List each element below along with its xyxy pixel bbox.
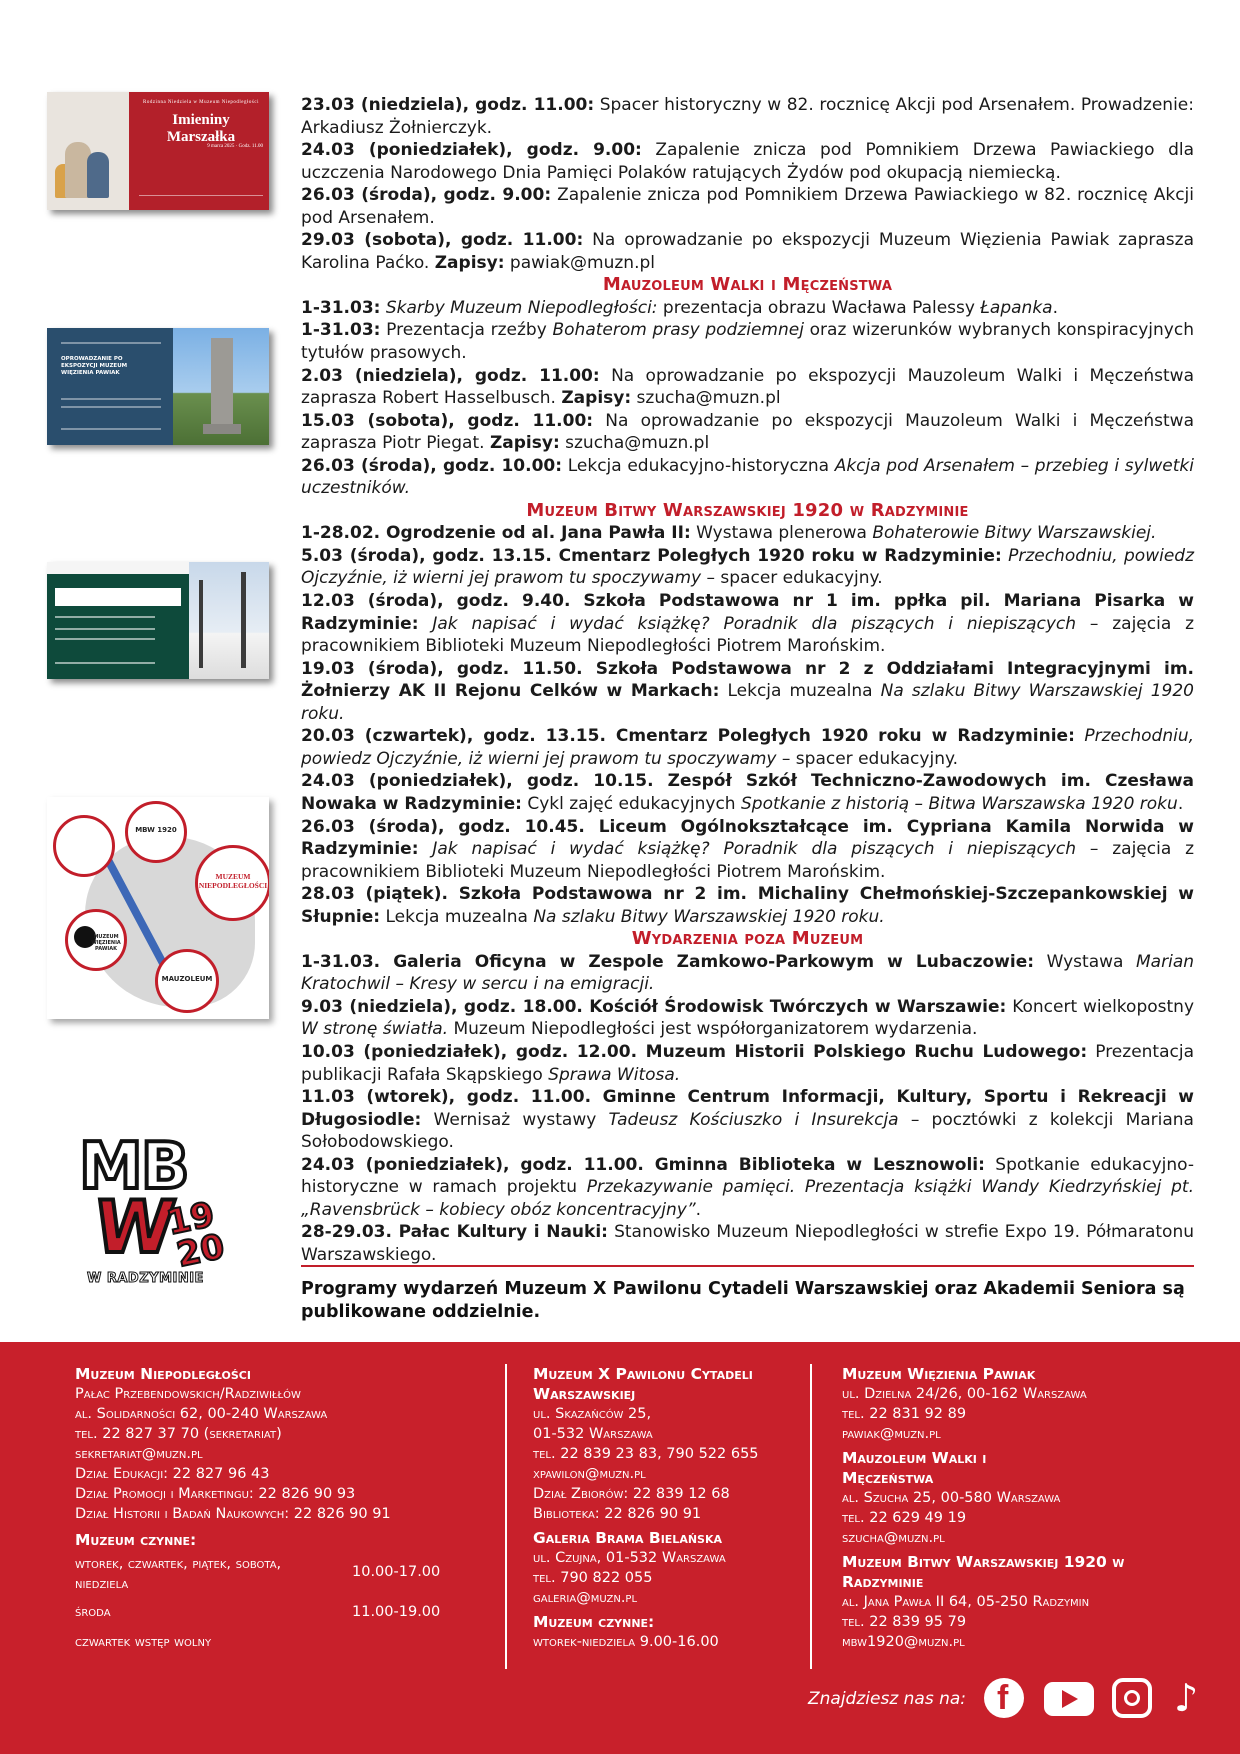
- thumbnail-text-line: [55, 616, 155, 618]
- thumbnail-kicker: Rodzinna Niedziela w Muzeum Niepodległości: [143, 100, 259, 105]
- event-item: 26.03 (środa), godz. 10.00: Lekcja edukacyjno-historyczna Akcja pod Arsenałem – przebieg i sylwetki uczestników.: [301, 455, 1194, 499]
- hours-days: wtorek, czwartek, piątek, sobota, niedziela: [75, 1556, 282, 1592]
- thumbnail-header: [47, 562, 189, 574]
- event-item: 24.03 (poniedziałek), godz. 9.00: Zapalenie znicza pod Pomnikiem Drzewa Pawiackiego dla uczczenia Narodowego Dnia Pamięci Polaków ratujących Żydów pod okupacją niemiecką.: [301, 140, 1195, 183]
- contact-line: 01-532 Warszawa: [533, 1426, 653, 1442]
- social-label: Znajdziesz nas na:: [808, 1689, 967, 1709]
- email-link[interactable]: mbw1920@muzn.pl: [842, 1634, 965, 1650]
- thumbnail-quote-band: [55, 588, 181, 606]
- contact-title: Galeria Brama Bielańska: [533, 1529, 722, 1547]
- opening-hours: [75, 1554, 495, 1652]
- event-item: 1-28.02. Ogrodzenie od al. Jana Pawła II: Wystawa plenerowa Bohaterowie Bitwy Warszawskiej.: [301, 523, 1157, 544]
- facebook-icon[interactable]: f: [984, 1678, 1024, 1718]
- thumbnail-title: OPROWADZANIE PO EKSPOZYCJI MUZEUM WIĘZIENIA PAWIAK: [61, 356, 128, 376]
- contact-branches: [842, 1364, 1182, 1652]
- contact-title: Mauzoleum Walki i Męczeństwa: [842, 1449, 987, 1487]
- thumbnail-logo-line: [61, 342, 161, 344]
- contact-footer: [0, 1342, 1240, 1754]
- contact-line: tel. 22 827 37 70 (sekretariat): [75, 1426, 282, 1442]
- email-link[interactable]: sekretariat@muzn.pl: [75, 1446, 203, 1462]
- contact-line: tel. 22 839 23 83, 790 522 655: [533, 1446, 759, 1462]
- event-item: 20.03 (czwartek), godz. 13.15. Cmentarz Poległych 1920 roku w Radzyminie: Przechodniu, powiedz Ojczyźnie, iż wierni jej prawom tu spoczywamy – spacer edukacyjny.: [301, 726, 1194, 769]
- event-item: 5.03 (środa), godz. 13.15. Cmentarz Poległych 1920 roku w Radzyminie: Przechodniu, powiedz Ojczyźnie, iż wierni jej prawom tu spoczywamy – spacer edukacyjny.: [301, 545, 1194, 589]
- map-marker-x-pawilon: [53, 815, 115, 877]
- hours-time: 10.00-17.00: [352, 1564, 441, 1580]
- cemetery-photo: [189, 562, 269, 679]
- contact-title: Muzeum X Pawilonu Cytadeli Warszawskiej: [533, 1365, 753, 1403]
- event-item: 15.03 (sobota), godz. 11.00: Na oprowadzanie po ekspozycji Mauzoleum Walki i Męczeństwa zaprasza Piotr Piegat. Zapisy: szucha@muzn.pl: [301, 410, 1194, 454]
- event-item: 9.03 (niedziela), godz. 18.00. Kościół Środowisk Twórczych w Warszawie: Koncert wielkopostny W stronę światła. Muzeum Niepodległości jest współorganizatorem wydarzenia.: [301, 996, 1194, 1040]
- event-item: 24.03 (poniedziałek), godz. 10.15. Zespół Szkół Techniczno-Zawodowych im. Czesława Nowaka w Radzyminie: Cykl zajęć edukacyjnych Spotkanie z historią – Bitwa Warszawska 1920 roku.: [301, 771, 1194, 814]
- thumbnail-text-line: [61, 406, 161, 408]
- email-link[interactable]: szucha@muzn.pl: [842, 1530, 945, 1546]
- email-link[interactable]: pawiak@muzn.pl: [504, 252, 655, 273]
- contact-line: tel. 790 822 055: [533, 1570, 653, 1586]
- contact-line: tel. 22 831 92 89: [842, 1406, 967, 1422]
- thumbnail-oprowadzanie-pawiak: [47, 328, 269, 445]
- map-marker-pawiak: MUZEUM WIĘZIENIA PAWIAK: [65, 909, 127, 971]
- map-marker-mauzoleum: MAUZOLEUM: [155, 949, 219, 1013]
- thumbnail-footer-logos: [139, 195, 263, 204]
- contact-line: Dział Historii i Badań Naukowych: 22 826 90 91: [75, 1506, 391, 1522]
- contact-line: tel. 22 629 49 19: [842, 1510, 967, 1526]
- contact-title: Muzeum Niepodległości: [75, 1365, 251, 1383]
- event-item: 1-31.03: Skarby Muzeum Niepodległości: prezentacja obrazu Wacława Palessy Łapanka.: [301, 297, 1058, 318]
- section-title-poza-muzeum: Wydarzenia poza Muzeum: [631, 928, 864, 950]
- email-link[interactable]: xpawilon@muzn.pl: [533, 1466, 646, 1482]
- tiktok-icon[interactable]: ♪: [1174, 1676, 1199, 1720]
- thumbnail-imieniny-marszalka: [47, 92, 269, 210]
- hours-days: środa: [75, 1604, 111, 1620]
- hours-time: 11.00-19.00: [352, 1604, 441, 1620]
- contact-title: Muzeum Więzienia Pawiak: [842, 1365, 1036, 1383]
- events-list: [301, 94, 1194, 1266]
- contact-x-pawilon: [533, 1364, 793, 1652]
- event-item: 11.03 (wtorek), godz. 11.00. Gminne Centrum Informacji, Kultury, Sportu i Rekreacji w Długosiodle: Wernisaż wystawy Tadeusz Kościuszko i Insurekcja – pocztówki z kolekcji Mariana Sołobodowskiego.: [301, 1087, 1194, 1153]
- social-links: [808, 1672, 1208, 1724]
- opening-hours-title: Muzeum czynne:: [75, 1531, 197, 1549]
- contact-line: Dział Promocji i Marketingu: 22 826 90 93: [75, 1486, 356, 1502]
- event-item: 28-29.03. Pałac Kultury i Nauki: Stanowisko Muzeum Niepodległości w strefie Expo 19. Półmaratonu Warszawskiego.: [301, 1222, 1194, 1265]
- thumbnail-date: 9 marca 2025 · Godz. 11.00: [207, 144, 263, 149]
- email-link[interactable]: pawiak@muzn.pl: [842, 1426, 941, 1442]
- event-item: 2.03 (niedziela), godz. 11.00: Na oprowadzanie po ekspozycji Mauzoleum Walki i Męczeństwa zaprasza Robert Hasselbusch. Zapisy: szucha@muzn.pl: [301, 365, 1194, 409]
- thumbnail-title: Imieniny Marszałka: [166, 112, 236, 145]
- contact-line: al. Szucha 25, 00-580 Warszawa: [842, 1490, 1061, 1506]
- family-illustration: [47, 92, 129, 210]
- contact-muzeum-niepodleglosci: [75, 1364, 495, 1652]
- map-marker-mbw1920: MBW 1920: [125, 801, 187, 863]
- column-divider: [505, 1364, 507, 1669]
- event-item: 1-31.03. Galeria Oficyna w Zespole Zamkowo-Parkowym w Lubaczowie: Wystawa Marian Kratochwil – Kresy w sercu i na emigracji.: [301, 951, 1195, 995]
- monument-photo: [173, 328, 269, 445]
- event-item: 26.03 (środa), godz. 9.00: Zapalenie znicza pod Pomnikiem Drzewa Pawiackiego w 82. rocznicę Akcji pod Arsenałem.: [301, 185, 1194, 228]
- event-item: 1-31.03: Prezentacja rzeźby Bohaterom prasy podziemnej oraz wizerunków wybranych konspiracyjnych tytułów prasowych.: [301, 320, 1194, 364]
- event-item: 29.03 (sobota), godz. 11.00: Na oprowadzanie po ekspozycji Muzeum Więzienia Pawiak zaprasza Karolina Paćko. Zapisy: pawiak@muzn.pl: [301, 230, 1194, 273]
- section-title-mbw1920: Muzeum Bitwy Warszawskiej 1920 w Radzyminie: [526, 499, 969, 521]
- event-item: 12.03 (środa), godz. 9.40. Szkoła Podstawowa nr 1 im. ppłka pil. Mariana Pisarka w Radzyminie: Jak napisać i wydać książkę? Poradnik dla piszących i niepiszących – zajęcia z pracownikiem Biblioteki Muzeum Niepodległości Piotrem Marońskim.: [301, 591, 1194, 657]
- contact-line: ul. Skazańców 25,: [533, 1406, 652, 1422]
- event-item: 23.03 (niedziela), godz. 11.00: Spacer historyczny w 82. rocznicę Akcji pod Arsenałem. Prowadzenie: Arkadiusz Żołnierczyk.: [301, 95, 1194, 138]
- contact-line: al. Jana Pawła II 64, 05-250 Radzymin: [842, 1594, 1090, 1610]
- event-item: 24.03 (poniedziałek), godz. 11.00. Gminna Biblioteka w Lesznowoli: Spotkanie edukacyjno-historyczne w ramach projektu Przekazywanie pamięci. Prezentacja książki Wandy Kiedrzyńskiej pt. „Ravensbrück – kobiecy obóz koncentracyjny”.: [301, 1154, 1195, 1220]
- event-item: 10.03 (poniedziałek), godz. 12.00. Muzeum Historii Polskiego Ruchu Ludowego: Prezentacja publikacji Rafała Skąpskiego Sprawa Witosa.: [301, 1041, 1194, 1085]
- contact-line: Pałac Przebendowskich/Radziwiłłów: [75, 1386, 301, 1402]
- section-title-mauzoleum: Mauzoleum Walki i Męczeństwa: [602, 274, 893, 296]
- contact-line: tel. 22 839 95 79: [842, 1614, 967, 1630]
- contact-title: Muzeum Bitwy Warszawskiej 1920 w Radzyminie: [842, 1553, 1125, 1591]
- mbw1920-logo: MB W 19 20 W RADZYMINIE: [79, 1130, 228, 1286]
- event-item: 26.03 (środa), godz. 10.45. Liceum Ogólnokształcące im. Cypriana Kamila Norwida w Radzyminie: Jak napisać i wydać książkę? Poradnik dla piszących i niepiszących – zajęcia z pracownikiem Biblioteki Muzeum Niepodległości Piotrem Marońskim.: [301, 816, 1194, 882]
- email-link[interactable]: galeria@muzn.pl: [533, 1590, 638, 1606]
- museum-branches-map: [47, 797, 269, 1019]
- event-item: 28.03 (piątek). Szkoła Podstawowa nr 2 im. Michaliny Chełmońskiej-Szczepankowskiej w Słupnie: Lekcja muzealna Na szlaku Bitwy Warszawskiej 1920 roku.: [301, 884, 1194, 927]
- email-link[interactable]: szucha@muzn.pl: [631, 388, 781, 409]
- column-divider: [810, 1364, 812, 1669]
- thumbnail-text-line: [55, 638, 155, 640]
- map-marker-muzeum-niepodleglosci: MUZEUM NIEPODLEGŁOŚCI: [195, 845, 269, 921]
- contact-line: Dział Zbiorów: 22 839 12 68: [533, 1486, 730, 1502]
- free-entry-note: czwartek wstęp wolny: [75, 1634, 212, 1650]
- youtube-icon[interactable]: [1044, 1682, 1094, 1716]
- thumbnail-text-line: [61, 398, 161, 400]
- thumbnail-text-line: [55, 628, 155, 630]
- contact-line: ul. Dzielna 24/26, 00-162 Warszawa: [842, 1386, 1087, 1402]
- opening-hours-title: Muzeum czynne:: [533, 1613, 655, 1631]
- event-item: 19.03 (środa), godz. 11.50. Szkoła Podstawowa nr 2 z Oddziałami Integracyjnymi im. Żołnierzy AK II Rejonu Celków w Markach: Lekcja muzealna Na szlaku Bitwy Warszawskiej 1920 roku.: [301, 658, 1194, 724]
- thumbnail-logo-line: [55, 662, 155, 664]
- thumbnail-logo-line: [61, 428, 161, 430]
- divider-line: [301, 1265, 1194, 1267]
- instagram-icon[interactable]: [1112, 1678, 1152, 1718]
- contact-line: ul. Czujna, 01-532 Warszawa: [533, 1550, 726, 1566]
- contact-line: Biblioteka: 22 826 90 91: [533, 1506, 702, 1522]
- contact-line: al. Solidarności 62, 00-240 Warszawa: [75, 1406, 328, 1422]
- thumbnail-cmentarz-poleglych: [47, 562, 269, 679]
- hours-days: wtorek-niedziela 9.00-16.00: [533, 1634, 719, 1650]
- email-link[interactable]: szucha@muzn.pl: [559, 433, 710, 454]
- contact-line: Dział Edukacji: 22 827 96 43: [75, 1466, 270, 1482]
- programs-note: Programy wydarzeń Muzeum X Pawilonu Cytadeli Warszawskiej oraz Akademii Seniora są publikowane oddzielnie.: [301, 1279, 1185, 1322]
